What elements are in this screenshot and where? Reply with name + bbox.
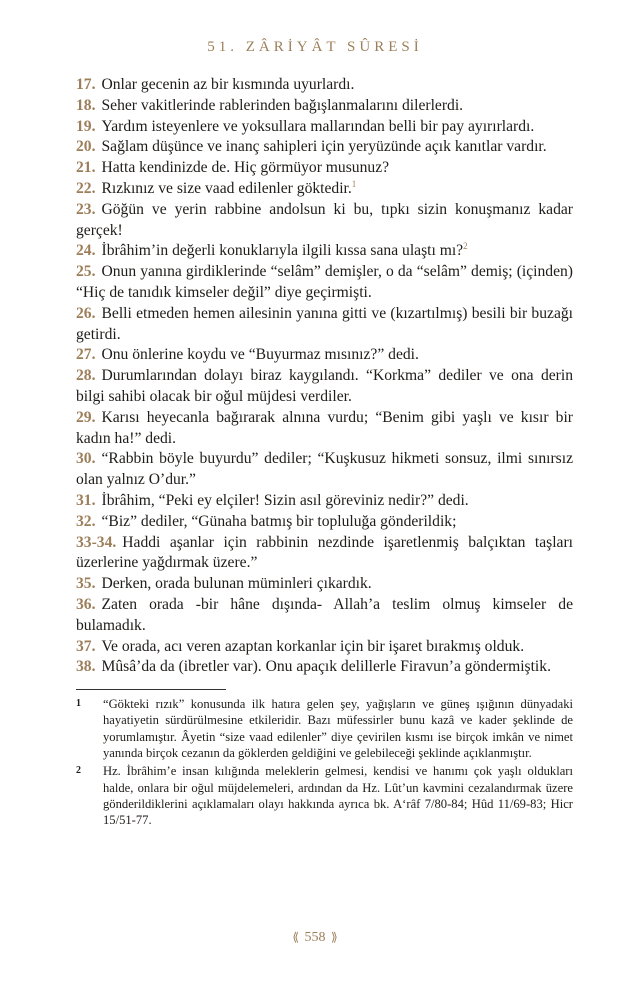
footnote <box>76 763 573 828</box>
verse-number: 29. <box>76 408 96 426</box>
verse-text: Mûsâ’da da (ibretler var). Onu apaçık delillerle Firavun’a göndermiştik. <box>101 658 551 676</box>
footnote-text: “Gökteki rızık” konusunda ilk hatıra gelen şey, yağışların ve güneş ışığının dünyadaki hayatiyetin sürdürülmesine etkileridir. Bazı müfessirler bunu kazâ ve kader şeklinde de yorumlamıştır. Âyetin “size vaad edilenler” diye çevirilen kısmı ise birçok imkân ve nimet yanında birçok cezanın da göklerden geldiğini ve gelebileceği şeklinde açıklanmıştır. <box>103 697 573 760</box>
verse-number: 23. <box>76 200 96 218</box>
verse <box>76 533 573 575</box>
verse <box>76 491 573 512</box>
footnote-reference: 1 <box>351 178 357 189</box>
verse-text: Haddi aşanlar için rabbinin nezdinde işaretlenmiş balçıktan taşları üzerlerine yağdırmak üzere.” <box>76 533 573 572</box>
verse-text: Onu önlerine koydu ve “Buyurmaz mısınız?” dedi. <box>101 346 419 364</box>
footnote-list <box>76 696 573 828</box>
footnote-rule <box>76 689 226 690</box>
verse-number: 32. <box>76 512 96 530</box>
verse <box>76 657 573 678</box>
page-content <box>76 75 573 830</box>
verse-text: Onun yanına girdiklerinde “selâm” demişler, o da “selâm” demiş; (içinden) “Hiç de tanıdık kimseler değil” diye geçirmişti. <box>76 263 573 301</box>
verse-text: Belli etmeden hemen ailesinin yanına gitti ve (kızartılmış) besili bir buzağı getirdi. <box>76 304 573 343</box>
chapter-header: 51. ZÂRİYÂT SÛRESİ <box>207 39 423 55</box>
verse-number: 20. <box>76 138 96 156</box>
verse-number: 27. <box>76 346 96 364</box>
verse <box>76 637 573 658</box>
verse-text: Göğün ve yerin rabbine andolsun ki bu, tıpkı sizin konuşmanız kadar gerçek! <box>76 200 573 239</box>
verse-number: 19. <box>76 117 96 135</box>
verse-number: 35. <box>76 575 96 593</box>
verse-text: Durumlarından dolayı biraz kaygılandı. “Korkma” dediler ve ona derin bilgi sahibi olacak bir oğul müjdesi verdiler. <box>76 367 573 405</box>
verse <box>76 449 573 491</box>
verse <box>76 241 573 262</box>
verse <box>76 158 573 179</box>
footnote-number: 2 <box>76 765 81 777</box>
verse <box>76 117 573 138</box>
verse-text: Rızkınız ve size vaad edilenler göktedir. <box>101 179 352 197</box>
verse-text: Zaten orada -bir hâne dışında- Allah’a teslim olmuş kimseler de bulamadık. <box>76 595 573 634</box>
verse-text: “Biz” dediler, “Günaha batmış bir topluluğa gönderildik; <box>101 512 457 530</box>
verse-number: 17. <box>76 76 96 93</box>
verse-text: Onlar gecenin az bir kısmında uyurlardı. <box>101 76 355 93</box>
verse-number: 37. <box>76 637 96 655</box>
verse <box>76 179 573 200</box>
verse-number: 38. <box>76 658 96 676</box>
verse-number: 31. <box>76 491 96 509</box>
verse-number: 22. <box>76 179 96 197</box>
footnote-reference: 2 <box>463 241 468 252</box>
verse-number: 28. <box>76 367 96 385</box>
verse <box>76 200 573 242</box>
verse <box>76 408 573 450</box>
verse-number: 25. <box>76 263 96 281</box>
verse-text: Karısı heyecanla bağırarak alnına vurdu; “Benim gibi yaşlı ve kısır bir kadın ha!” dedi. <box>76 408 573 447</box>
verse <box>76 96 573 117</box>
page-number: 558 <box>304 930 326 945</box>
verse-list <box>76 75 573 678</box>
verse-number: 21. <box>76 159 96 177</box>
verse-text: İbrâhim’in değerli konuklarıyla ilgili kıssa sana ulaştı mı? <box>101 242 464 260</box>
verse <box>76 574 573 595</box>
verse-text: Yardım isteyenlere ve yoksullara mallarından belli bir pay ayırırlardı. <box>101 117 535 135</box>
footnote-number: 1 <box>76 698 81 710</box>
ornament-left-icon: ⟪ <box>292 930 299 944</box>
verse-number: 24. <box>76 242 96 260</box>
verse-number: 30. <box>76 450 96 468</box>
verse-text: Ve orada, acı veren azaptan korkanlar için bir işaret bırakmış olduk. <box>101 637 525 655</box>
verse-number: 26. <box>76 304 96 322</box>
verse-text: Derken, orada bulunan müminleri çıkardık. <box>101 575 372 593</box>
verse <box>76 262 573 304</box>
verse <box>76 595 573 637</box>
verse-number: 36. <box>76 595 96 613</box>
verse <box>76 512 573 533</box>
footnote-text: Hz. İbrâhim’e insan kılığında meleklerin gelmesi, kendisi ve hanımı çok yaşlı oldukları halde, onlara bir oğul müjdelemeleri, ardından da Hz. Lût’un kavmini cezalandırmak üzere gönderildiklerini açıklamaları olayı hakkında ayrıca bk. A‘râf 7/80-84; Hûd 11/69-83; Hicr 15/51-77. <box>103 764 573 828</box>
verse <box>76 366 573 408</box>
ornament-right-icon: ⟫ <box>331 930 338 944</box>
verse <box>76 137 573 158</box>
verse-text: Seher vakitlerinde rablerinden bağışlanmalarını dilerlerdi. <box>101 96 464 114</box>
footnote <box>76 696 573 761</box>
verse-text: Sağlam düşünce ve inanç sahipleri için yeryüzünde açık kanıtlar vardır. <box>101 138 547 156</box>
verse <box>76 75 573 96</box>
verse-number: 33-34. <box>76 533 117 551</box>
verse-text: İbrâhim, “Peki ey elçiler! Sizin asıl göreviniz nedir?” dedi. <box>101 491 469 509</box>
verse-text: “Rabbin böyle buyurdu” dediler; “Kuşkusuz hikmeti sonsuz, ilmi sınırsız olan yalnız O’dur.” <box>76 450 573 489</box>
verse-number: 18. <box>76 96 96 114</box>
page-footer <box>0 930 630 946</box>
verse-text: Hatta kendinizde de. Hiç görmüyor musunuz? <box>101 159 390 177</box>
verse <box>76 304 573 346</box>
verse <box>76 345 573 366</box>
